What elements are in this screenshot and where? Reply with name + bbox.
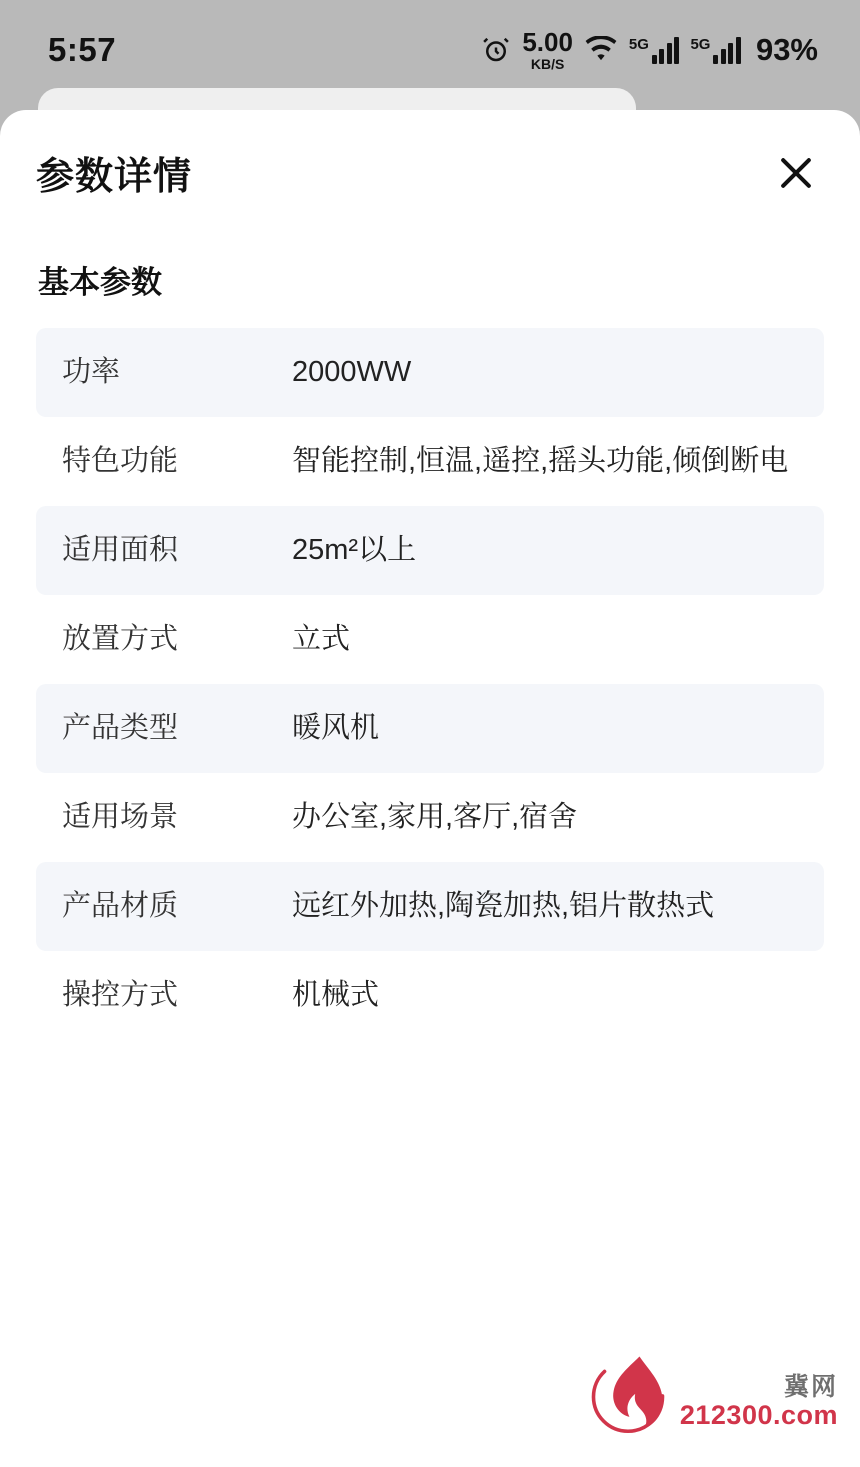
spec-label: 适用场景 [62,801,179,833]
spec-list [0,328,860,1040]
sim2-signal [690,36,741,64]
section-title: 基本参数 [38,265,162,300]
status-bar [0,0,860,100]
flame-logo-icon [582,1345,674,1437]
sim2-network-label: 5G [690,36,711,53]
spec-value: 智能控制,恒温,遥控,摇头功能,倾倒断电 [292,445,789,477]
spec-label: 操控方式 [62,979,179,1011]
sim2-signal-bars [713,36,741,64]
spec-label: 特色功能 [62,445,179,477]
sim1-signal [629,36,680,64]
status-indicators [481,29,818,71]
network-speed-value: 5.00 [522,27,573,57]
spec-label: 产品材质 [62,890,179,922]
alarm-clock-icon [481,35,511,65]
table-row [36,328,824,417]
battery-percentage: 93% [755,32,818,67]
spec-label: 功率 [62,356,121,388]
page-title: 参数详情 [36,156,193,198]
watermark-text [680,1374,838,1431]
spec-value: 远红外加热,陶瓷加热,铝片散热式 [292,890,715,922]
spec-value: 办公室,家用,客厅,宿舍 [292,801,578,833]
spec-value: 暖风机 [292,712,380,744]
spec-value: 25m²以上 [292,534,417,566]
sheet-header [0,110,860,235]
spec-label: 适用面积 [62,534,179,566]
network-speed [522,29,573,71]
spec-label: 产品类型 [62,712,179,744]
spec-value: 立式 [292,623,351,655]
wifi-icon [584,36,618,64]
table-row [36,595,824,684]
table-row [36,951,824,1040]
watermark-domain: 212300.com [679,1400,838,1431]
table-row [36,506,824,595]
sim1-signal-bars [652,36,680,64]
table-row [36,417,824,506]
status-time: 5:57 [48,31,117,68]
table-row [36,773,824,862]
close-icon [774,151,818,195]
watermark-site-name: 冀网 [783,1372,838,1401]
table-row [36,862,824,951]
watermark [582,1345,838,1437]
network-speed-unit: KB/S [530,56,565,72]
close-button[interactable] [768,145,824,201]
table-row [36,684,824,773]
sim1-network-label: 5G [628,36,649,53]
spec-value: 2000WW [292,356,412,388]
parameter-detail-sheet [0,110,860,1467]
spec-label: 放置方式 [62,623,179,655]
spec-value: 机械式 [292,979,380,1011]
